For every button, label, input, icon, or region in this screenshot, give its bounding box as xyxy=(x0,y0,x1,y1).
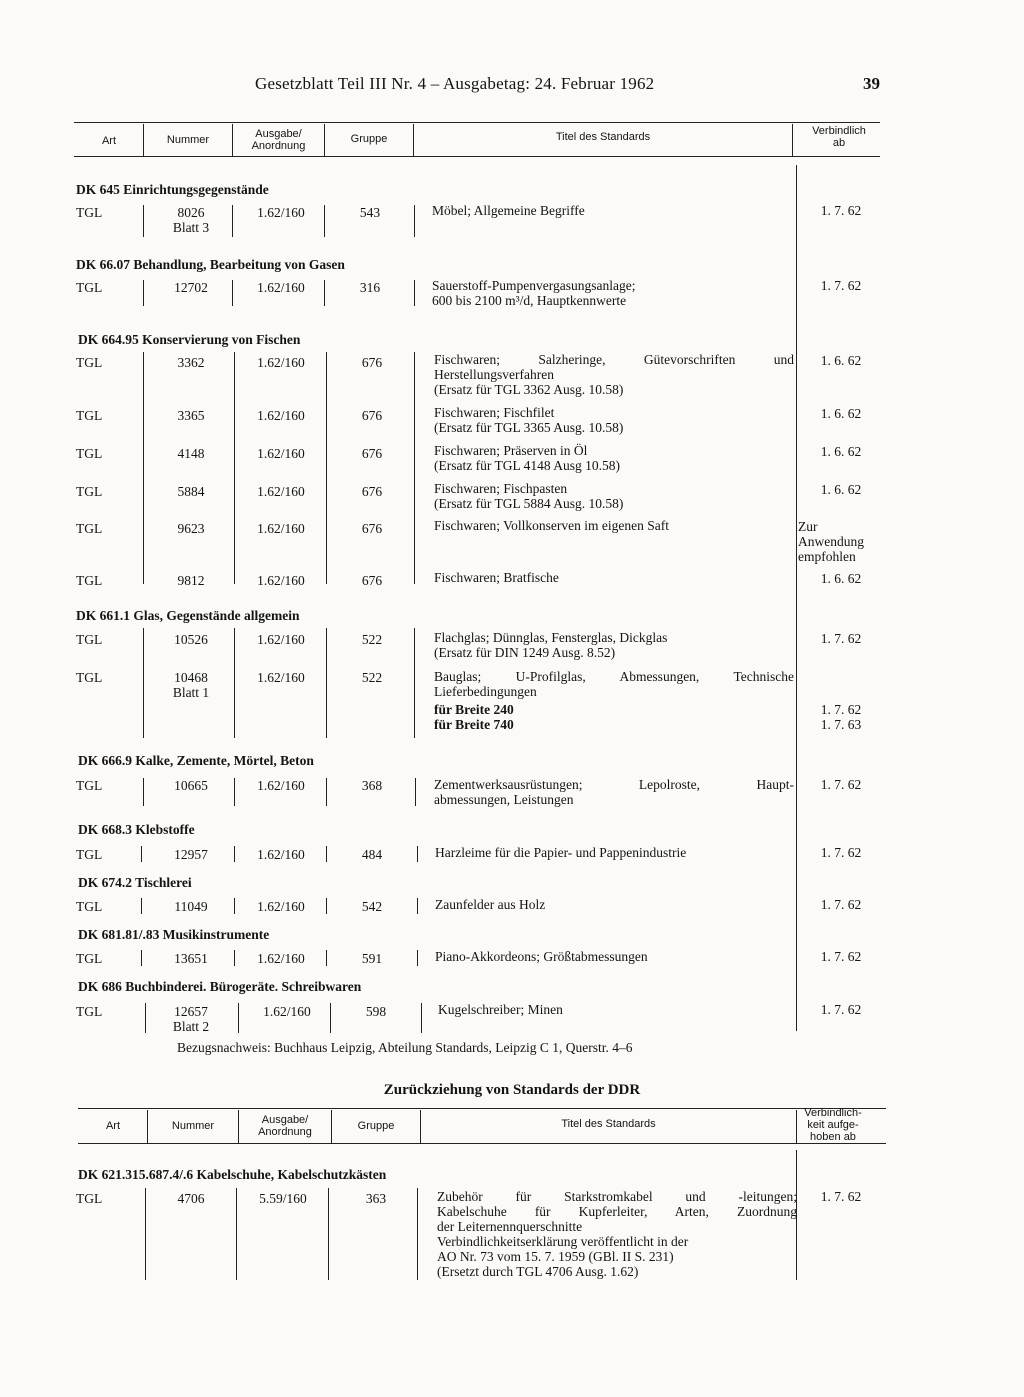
row-rule xyxy=(326,846,327,862)
cell-verbindlich: 1. 7. 62 xyxy=(820,702,862,717)
section-heading: DK 621.315.687.4/.6 Kabelschuhe, Kabelschutzkästen xyxy=(78,1167,387,1182)
cell-gruppe: 484 xyxy=(361,847,383,862)
cell-art: TGL xyxy=(76,847,103,862)
cell-nummer: 8026 Blatt 3 xyxy=(172,205,210,235)
cell-art: TGL xyxy=(76,521,103,536)
cell-ausgabe: 1.62/160 xyxy=(257,408,305,423)
cell-titel: Zementwerksausrüstungen; Lepolroste, Haupt- xyxy=(434,777,794,792)
colhead-art: Art xyxy=(101,135,117,147)
cell-art: TGL xyxy=(76,778,103,793)
column-rule xyxy=(234,628,235,738)
cell-titel: Fischwaren; Bratfische xyxy=(434,570,559,585)
cell-titel: Harzleime für die Papier- und Pappenindustrie xyxy=(435,845,687,860)
cell-titel: Kabelschuhe für Kupferleiter, Arten, Zuordnung xyxy=(437,1204,797,1219)
column-rule xyxy=(236,1188,237,1280)
cell-ausgabe: 1.62/160 xyxy=(257,484,305,499)
row-rule xyxy=(143,778,144,806)
cell-nummer: 11049 xyxy=(174,899,208,914)
cell-gruppe: 676 xyxy=(361,355,383,370)
cell-nummer: 10526 xyxy=(174,632,208,647)
header-title: Gesetzblatt Teil III Nr. 4 – Ausgabetag: 24. Februar 1962 xyxy=(255,74,655,93)
cell-verbindlich: 1. 6. 62 xyxy=(820,571,862,586)
cell-titel: Fischwaren; Vollkonserven im eigenen Saft xyxy=(434,518,669,533)
cell-titel: Zaunfelder aus Holz xyxy=(435,897,546,912)
cell-titel: Fischwaren; Präserven in Öl (Ersatz für TGL 4148 Ausg 10.58) xyxy=(434,443,620,473)
row-rule xyxy=(415,778,416,806)
row-rule xyxy=(141,846,142,862)
row-rule xyxy=(417,950,418,966)
section-heading: DK 661.1 Glas, Gegenstände allgemein xyxy=(76,608,300,623)
cell-gruppe: 522 xyxy=(361,632,383,647)
column-rule xyxy=(420,1110,421,1143)
column-rule xyxy=(143,124,144,156)
row-rule xyxy=(234,898,235,914)
cell-art: TGL xyxy=(76,280,103,295)
section-heading: DK 66.07 Behandlung, Bearbeitung von Gasen xyxy=(76,257,345,272)
column-rule xyxy=(324,124,325,156)
cell-art: TGL xyxy=(76,446,103,461)
cell-verbindlich: 1. 7. 62 xyxy=(820,845,862,860)
cell-titel-sub: für Breite 240 xyxy=(434,702,514,717)
cell-verbindlich: 1. 6. 62 xyxy=(820,482,862,497)
cell-art: TGL xyxy=(76,408,103,423)
cell-art: TGL xyxy=(76,899,103,914)
section-heading: DK 645 Einrichtungsgegenstände xyxy=(76,182,269,197)
cell-gruppe: 676 xyxy=(361,521,383,536)
row-rule xyxy=(234,950,235,966)
section-heading: DK 666.9 Kalke, Zemente, Mörtel, Beton xyxy=(78,753,314,768)
row-rule xyxy=(232,280,233,306)
cell-nummer: 4148 xyxy=(177,446,205,461)
cell-art: TGL xyxy=(76,632,103,647)
row-rule xyxy=(326,778,327,806)
cell-gruppe: 676 xyxy=(361,484,383,499)
column-rule xyxy=(328,1188,329,1280)
cell-ausgabe: 1.62/160 xyxy=(257,899,305,914)
column-rule xyxy=(326,628,327,738)
cell-gruppe: 591 xyxy=(361,951,383,966)
row-rule xyxy=(141,898,142,914)
cell-nummer: 3362 xyxy=(177,355,205,370)
cell-verbindlich: 1. 7. 62 xyxy=(820,777,862,792)
cell-nummer: 13651 xyxy=(174,951,208,966)
column-rule xyxy=(331,1110,332,1143)
colhead-titel: Titel des Standards xyxy=(555,131,651,143)
cell-nummer: 9623 xyxy=(177,521,205,536)
row-rule xyxy=(232,205,233,237)
cell-verbindlich: 1. 7. 63 xyxy=(820,717,862,732)
cell-verbindlich: 1. 6. 62 xyxy=(820,444,862,459)
cell-verbindlich: 1. 7. 62 xyxy=(820,1002,862,1017)
column-rule xyxy=(413,124,414,156)
cell-gruppe: 542 xyxy=(361,899,383,914)
colhead-nummer: Nummer xyxy=(166,134,210,146)
cell-verbindlich: 1. 6. 62 xyxy=(820,406,862,421)
cell-verbindlich: 1. 7. 62 xyxy=(820,631,862,646)
cell-nummer: 10468 Blatt 1 xyxy=(172,670,210,700)
column-rule xyxy=(147,1110,148,1143)
cell-ausgabe: 1.62/160 xyxy=(257,778,305,793)
colhead-ausgabe: Ausgabe/ Anordnung xyxy=(258,1114,312,1138)
cell-ausgabe: 1.62/160 xyxy=(257,632,305,647)
row-rule xyxy=(145,1003,146,1033)
section-heading: DK 686 Buchbinderei. Bürogeräte. Schreibwaren xyxy=(78,979,362,994)
table-rule xyxy=(74,122,880,123)
cell-titel-cont: der Leiternennquerschnitte Verbindlichkeitserklärung veröffentlicht in der AO Nr. 73 vom 15. 7. 1959 (GBl. II S. 231) (Ersetzt durch TGL 4706 Ausg. 1.62) xyxy=(437,1219,689,1279)
cell-ausgabe: 1.62/160 xyxy=(257,847,305,862)
cell-gruppe: 522 xyxy=(361,670,383,685)
bezugsnachweis-note: Bezugsnachweis: Buchhaus Leipzig, Abteilung Standards, Leipzig C 1, Querstr. 4–6 xyxy=(177,1040,633,1055)
cell-gruppe: 316 xyxy=(359,280,381,295)
column-rule xyxy=(414,352,415,584)
cell-titel-cont: Lieferbedingungen xyxy=(434,684,537,699)
row-rule xyxy=(421,1003,422,1033)
table-rule xyxy=(74,156,880,157)
column-rule xyxy=(796,1110,797,1143)
cell-titel: Fischwaren; Fischfilet (Ersatz für TGL 3365 Ausg. 10.58) xyxy=(434,405,624,435)
colhead-ausgabe: Ausgabe/ Anordnung xyxy=(251,128,306,152)
cell-ausgabe: 5.59/160 xyxy=(259,1191,307,1206)
cell-ausgabe: 1.62/160 xyxy=(257,573,305,588)
row-rule xyxy=(324,280,325,306)
cell-titel: Fischwaren; Fischpasten (Ersatz für TGL 5884 Ausg. 10.58) xyxy=(434,481,624,511)
cell-art: TGL xyxy=(76,205,103,220)
column-rule xyxy=(145,1188,146,1280)
row-rule xyxy=(141,950,142,966)
cell-art: TGL xyxy=(76,573,103,588)
column-rule xyxy=(414,628,415,738)
cell-gruppe: 368 xyxy=(361,778,383,793)
cell-titel: Kugelschreiber; Minen xyxy=(438,1002,563,1017)
cell-ausgabe: 1.62/160 xyxy=(257,355,305,370)
cell-titel: Zubehör für Starkstromkabel und -leitungen; xyxy=(437,1189,797,1204)
cell-verbindlich: 1. 6. 62 xyxy=(820,353,862,368)
cell-verbindlich: 1. 7. 62 xyxy=(820,897,862,912)
cell-nummer: 12957 xyxy=(174,847,208,862)
cell-nummer: 12657 Blatt 2 xyxy=(172,1004,210,1034)
cell-titel: Fischwaren; Salzheringe, Gütevorschriften und xyxy=(434,352,794,367)
cell-titel-cont: Herstellungsverfahren (Ersatz für TGL 3362 Ausg. 10.58) xyxy=(434,367,624,397)
row-rule xyxy=(238,1003,239,1033)
row-rule xyxy=(417,846,418,862)
row-rule xyxy=(417,898,418,914)
cell-nummer: 9812 xyxy=(177,573,205,588)
section-heading: DK 674.2 Tischlerei xyxy=(78,875,192,890)
column-rule xyxy=(417,1188,418,1280)
cell-titel: Sauerstoff-Pumpenvergasungsanlage; 600 bis 2100 m³/d, Hauptkennwerte xyxy=(432,278,636,308)
section-heading: DK 668.3 Klebstoffe xyxy=(78,822,195,837)
row-rule xyxy=(143,280,144,306)
column-rule xyxy=(792,124,793,156)
row-rule xyxy=(234,778,235,806)
cell-verbindlich: Zur Anwendung empfohlen xyxy=(798,519,864,564)
cell-ausgabe: 1.62/160 xyxy=(263,1004,311,1019)
cell-art: TGL xyxy=(76,484,103,499)
row-rule xyxy=(234,846,235,862)
page-number: 39 xyxy=(863,74,880,93)
cell-nummer: 12702 xyxy=(174,280,208,295)
row-rule xyxy=(324,205,325,237)
colhead-nummer: Nummer xyxy=(171,1120,215,1132)
cell-art: TGL xyxy=(76,951,103,966)
row-rule xyxy=(414,205,415,237)
column-rule xyxy=(234,352,235,584)
cell-nummer: 10665 xyxy=(174,778,208,793)
cell-ausgabe: 1.62/160 xyxy=(257,521,305,536)
row-rule xyxy=(326,950,327,966)
column-rule xyxy=(326,352,327,584)
table-rule xyxy=(78,1108,886,1109)
cell-art: TGL xyxy=(76,1004,103,1019)
cell-titel: Piano-Akkordeons; Größtabmessungen xyxy=(435,949,648,964)
colhead-gruppe: Gruppe xyxy=(357,1120,395,1132)
cell-ausgabe: 1.62/160 xyxy=(257,280,305,295)
cell-titel: Bauglas; U-Profilglas, Abmessungen, Technische xyxy=(434,669,794,684)
cell-art: TGL xyxy=(76,670,103,685)
column-rule xyxy=(143,352,144,584)
cell-gruppe: 363 xyxy=(365,1191,387,1206)
cell-art: TGL xyxy=(76,1191,103,1206)
page-header xyxy=(255,74,880,98)
row-rule xyxy=(330,1003,331,1033)
cell-gruppe: 676 xyxy=(361,408,383,423)
cell-nummer: 3365 xyxy=(177,408,205,423)
cell-verbindlich: 1. 7. 62 xyxy=(820,278,862,293)
cell-ausgabe: 1.62/160 xyxy=(257,205,305,220)
column-rule xyxy=(143,628,144,738)
cell-gruppe: 598 xyxy=(365,1004,387,1019)
cell-ausgabe: 1.62/160 xyxy=(257,446,305,461)
cell-verbindlich: 1. 7. 62 xyxy=(820,949,862,964)
cell-titel-sub: für Breite 740 xyxy=(434,717,514,732)
section-heading: DK 681.81/.83 Musikinstrumente xyxy=(78,927,270,942)
row-rule xyxy=(143,205,144,237)
row-rule xyxy=(326,898,327,914)
cell-gruppe: 543 xyxy=(359,205,381,220)
colhead-art: Art xyxy=(105,1120,121,1132)
cell-verbindlich: 1. 7. 62 xyxy=(820,203,862,218)
table-rule xyxy=(78,1143,886,1144)
cell-ausgabe: 1.62/160 xyxy=(257,670,305,685)
withdrawal-heading: Zurückziehung von Standards der DDR xyxy=(383,1082,641,1098)
cell-gruppe: 676 xyxy=(361,446,383,461)
cell-titel: Flachglas; Dünnglas, Fensterglas, Dickglas (Ersatz für DIN 1249 Ausg. 8.52) xyxy=(434,630,668,660)
colhead-titel: Titel des Standards xyxy=(561,1118,656,1130)
row-rule xyxy=(414,280,415,306)
colhead-gruppe: Gruppe xyxy=(350,133,388,145)
cell-art: TGL xyxy=(76,355,103,370)
cell-ausgabe: 1.62/160 xyxy=(257,951,305,966)
cell-nummer: 5884 xyxy=(177,484,205,499)
colhead-aufgehoben: Verbindlich- keit aufge- hoben ab xyxy=(804,1107,862,1143)
cell-titel: Möbel; Allgemeine Begriffe xyxy=(432,203,585,218)
section-heading: DK 664.95 Konservierung von Fischen xyxy=(78,332,301,347)
cell-gruppe: 676 xyxy=(361,573,383,588)
cell-aufgehoben: 1. 7. 62 xyxy=(820,1189,862,1204)
cell-nummer: 4706 xyxy=(177,1191,205,1206)
cell-titel-cont: abmessungen, Leistungen xyxy=(434,792,574,807)
colhead-verbindlich: Verbindlich ab xyxy=(812,125,866,149)
